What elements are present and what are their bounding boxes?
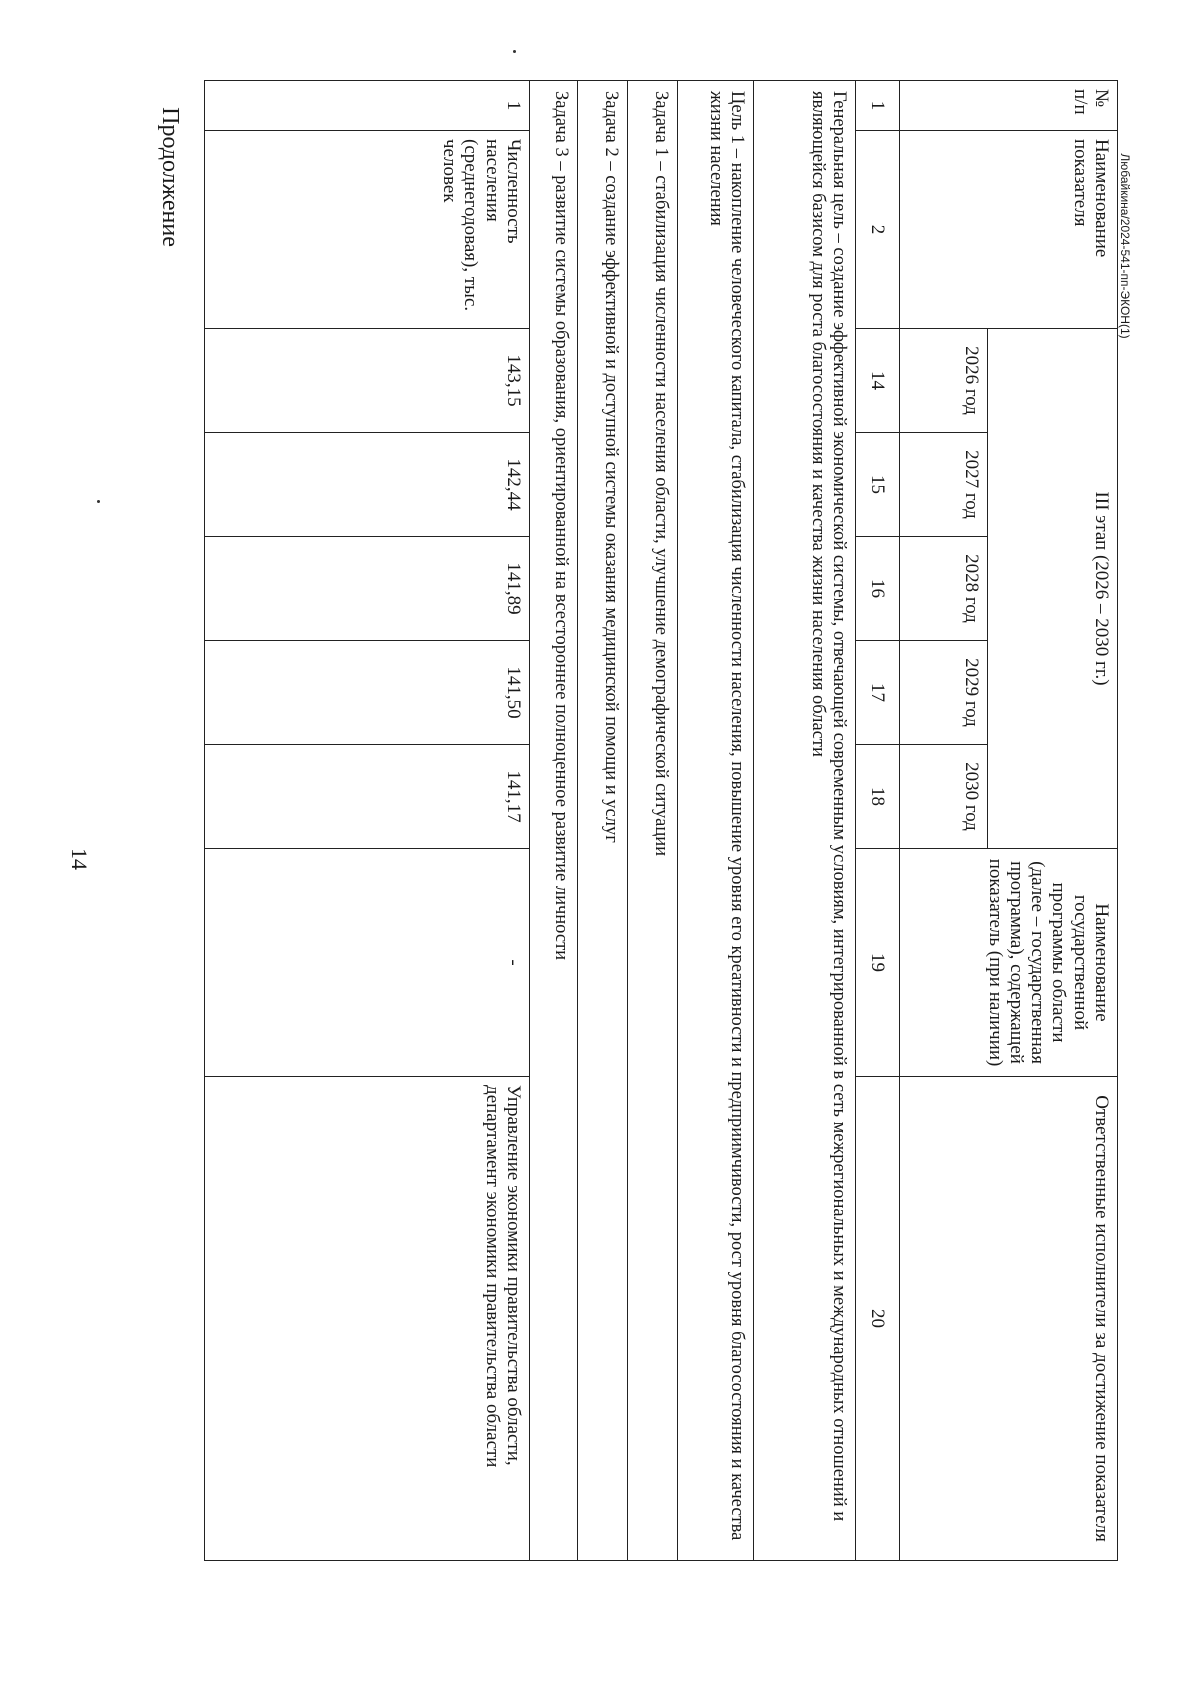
header-name: Наименование показателя xyxy=(900,131,1118,329)
task-1-text: Задача 1 – стабилизация численности населения области, улучшение демографической ситуации xyxy=(628,81,678,1561)
header-year-2028: 2028 год xyxy=(900,537,988,641)
indicator-table-rotated xyxy=(204,80,1118,1560)
column-number-row xyxy=(856,81,900,1561)
column-number: 17 xyxy=(856,641,900,745)
task-3-row xyxy=(530,81,578,1561)
column-number: 16 xyxy=(856,537,900,641)
column-number: 19 xyxy=(856,849,900,1077)
header-year-2029: 2029 год xyxy=(900,641,988,745)
task-3-text: Задача 3 – развитие системы образования, ориентированной на всестороннее полноценное развитие личности xyxy=(530,81,578,1561)
row-indicator-name: Численность населения (среднегодовая), тыс. человек xyxy=(205,131,530,329)
footer-document-code: Любайкина/2024-541-пп-ЭКОН(1) xyxy=(1118,153,1132,339)
continuation-label: Продолжение xyxy=(157,107,183,247)
goal-1-text: Цель 1 – накопление человеческого капитала, стабилизация численности населения, повышение уровня его креативности и предприимчивости, рост уровня благосостояния и качества жизни населения xyxy=(678,81,754,1561)
row-num: 1 xyxy=(205,81,530,131)
header-year-2026: 2026 год xyxy=(900,329,988,433)
scan-speck xyxy=(97,500,100,503)
page-number: 14 xyxy=(67,848,92,870)
header-stage: III этап (2026 – 2030 гг.) xyxy=(988,329,1118,849)
row-responsible: Управление экономики правительства области, департамент экономики правительства области xyxy=(205,1077,530,1561)
header-year-2030: 2030 год xyxy=(900,745,988,849)
column-number: 20 xyxy=(856,1077,900,1561)
row-program: - xyxy=(205,849,530,1077)
column-number: 18 xyxy=(856,745,900,849)
header-program: Наименование государственной программы области (далее – государственная программа), содержащей показатель (при наличии) xyxy=(900,849,1118,1077)
task-1-row xyxy=(628,81,678,1561)
general-goal-row xyxy=(754,81,856,1561)
goal-1-row xyxy=(678,81,754,1561)
row-value-2026: 143,15 xyxy=(205,329,530,433)
row-value-2029: 141,50 xyxy=(205,641,530,745)
header-responsible: Ответственные исполнители за достижение показателя xyxy=(900,1077,1118,1561)
column-number: 15 xyxy=(856,433,900,537)
task-2-row xyxy=(578,81,628,1561)
row-value-2028: 141,89 xyxy=(205,537,530,641)
column-number: 1 xyxy=(856,81,900,131)
header-year-2027: 2027 год xyxy=(900,433,988,537)
table-row xyxy=(205,81,530,1561)
task-2-text: Задача 2 – создание эффективной и доступной системы оказания медицинской помощи и услуг xyxy=(578,81,628,1561)
general-goal-text: Генеральная цель – создание эффективной экономической системы, отвечающей современным условиям, интегрированной в сеть межрегиональных и международных отношений и являющейся базисом для роста благосостояния и качества жизни населения области xyxy=(754,81,856,1561)
column-number: 14 xyxy=(856,329,900,433)
indicator-table xyxy=(204,80,1118,1561)
row-value-2027: 142,44 xyxy=(205,433,530,537)
column-number: 2 xyxy=(856,131,900,329)
row-value-2030: 141,17 xyxy=(205,745,530,849)
header-row-top xyxy=(988,81,1118,1561)
header-num: № п/п xyxy=(900,81,1118,131)
scan-speck xyxy=(513,50,516,53)
